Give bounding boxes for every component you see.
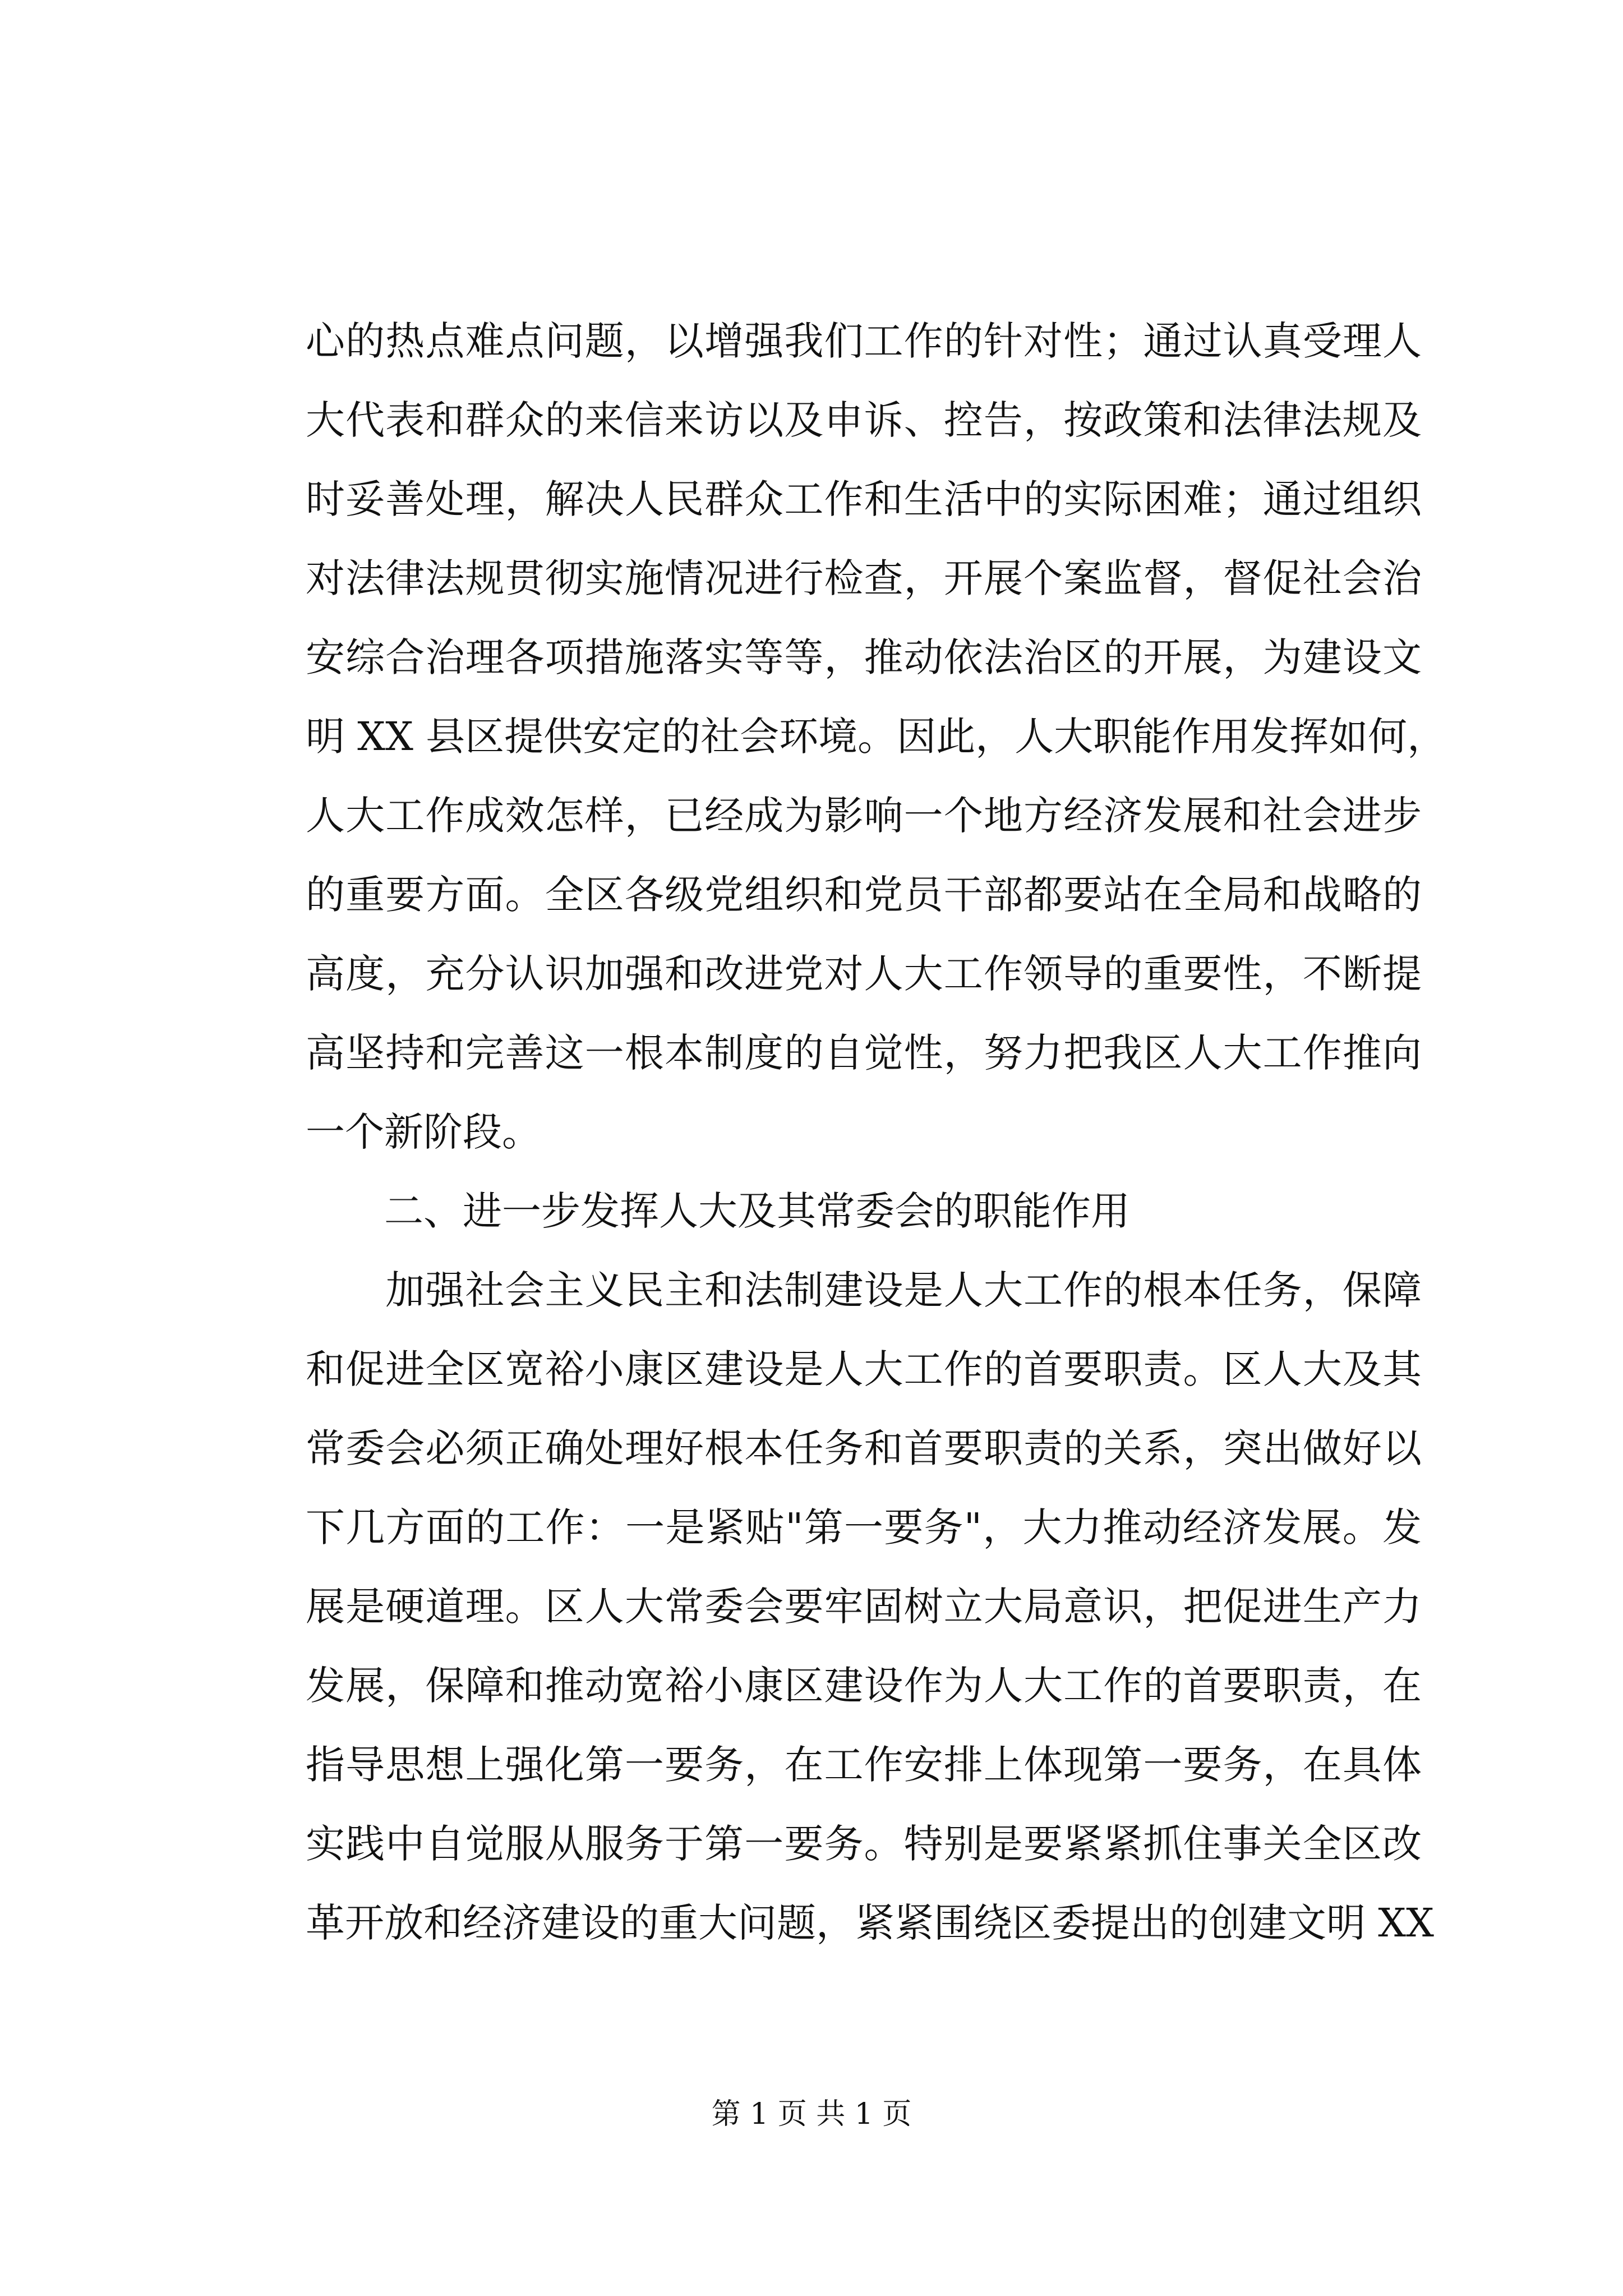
text-line: 高度，充分认识加强和改进党对人大工作领导的重要性，不断提 [306, 951, 1422, 997]
text-line: 高坚持和完善这一根本制度的自觉性，努力把我区人大工作推向 [306, 1030, 1422, 1076]
document-body [306, 302, 1447, 1963]
text-line: 时妥善处理，解决人民群众工作和生活中的实际困难；通过组织 [306, 476, 1422, 522]
text-line: 明 XX 县区提供安定的社会环境。因此，人大职能作用发挥如何， [306, 714, 1447, 760]
text-line: 大代表和群众的来信来访以及申诉、控告，按政策和法律法规及 [306, 397, 1422, 443]
text-line: 的重要方面。全区各级党组织和党员干部都要站在全局和战略的 [306, 872, 1422, 918]
section-heading: 二、进一步发挥人大及其常委会的职能作用 [306, 1188, 1130, 1234]
text-line: 人大工作成效怎样，已经成为影响一个地方经济发展和社会进步 [306, 793, 1422, 839]
text-line: 指导思想上强化第一要务，在工作安排上体现第一要务，在具体 [306, 1742, 1422, 1788]
text-line: 一个新阶段。 [306, 1109, 541, 1155]
text-line: 安综合治理各项措施落实等等，推动依法治区的开展，为建设文 [306, 634, 1422, 680]
text-line: 常委会必须正确处理好根本任务和首要职责的关系，突出做好以 [306, 1425, 1422, 1471]
text-line: 革开放和经济建设的重大问题，紧紧围绕区委提出的创建文明 XX [306, 1900, 1434, 1946]
text-line: 发展，保障和推动宽裕小康区建设作为人大工作的首要职责，在 [306, 1663, 1422, 1709]
page-footer [0, 2089, 1623, 2139]
page-number-label: 第 1 页 共 1 页 [711, 2097, 912, 2131]
text-line: 对法律法规贯彻实施情况进行检查，开展个案监督，督促社会治 [306, 555, 1422, 601]
text-line: 展是硬道理。区人大常委会要牢固树立大局意识，把促进生产力 [306, 1584, 1422, 1630]
text-line: 实践中自觉服从服务于第一要务。特别是要紧紧抓住事关全区改 [306, 1821, 1422, 1867]
text-line: 和促进全区宽裕小康区建设是人大工作的首要职责。区人大及其 [306, 1346, 1422, 1392]
text-line: 心的热点难点问题，以增强我们工作的针对性；通过认真受理人 [306, 318, 1422, 364]
text-line: 下几方面的工作：一是紧贴"第一要务"，大力推动经济发展。发 [306, 1504, 1422, 1550]
text-line: 加强社会主义民主和法制建设是人大工作的根本任务，保障 [306, 1267, 1422, 1313]
